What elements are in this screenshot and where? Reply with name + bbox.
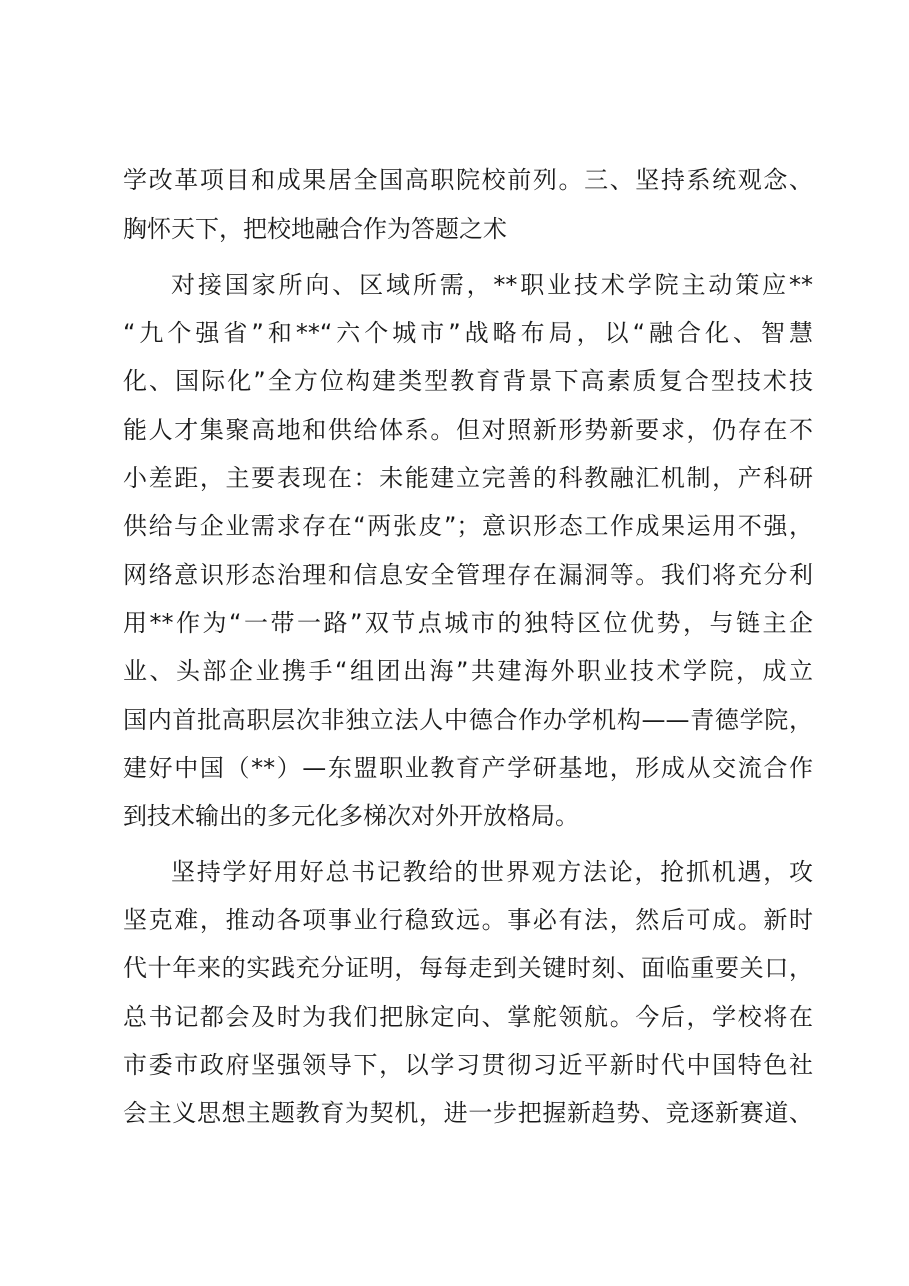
text-line: 国内首批高职层次非独立法人中德合作办学机构——青德学院，: [123, 706, 813, 734]
text-line: 用**作为“一带一路”双节点城市的独特区位优势，与链主企: [123, 609, 813, 637]
paragraph-start-line: 对接国家所向、区域所需，**职业技术学院主动策应**: [171, 271, 813, 299]
text-line: 小差距，主要表现在：未能建立完善的科教融汇机制，产科研: [123, 464, 813, 492]
text-line: 化、国际化”全方位构建类型教育背景下高素质复合型技术技: [123, 367, 813, 395]
paragraph-start-line: 坚持学好用好总书记教给的世界观方法论，抢抓机遇，攻: [171, 858, 813, 886]
text-line: 供给与企业需求存在“两张皮”；意识形态工作成果运用不强，: [123, 512, 813, 540]
text-line: 坚克难，推动各项事业行稳致远。事必有法，然后可成。新时: [123, 906, 813, 934]
text-line: 胸怀天下，把校地融合作为答题之术: [123, 215, 507, 243]
text-line: 代十年来的实践充分证明，每每走到关键时刻、面临重要关口，: [123, 954, 813, 982]
text-line: 会主义思想主题教育为契机，进一步把握新趋势、竞逐新赛道、: [123, 1099, 813, 1127]
text-line: 学改革项目和成果居全国高职院校前列。三、坚持系统观念、: [123, 166, 813, 194]
text-line: 能人才集聚高地和供给体系。但对照新形势新要求，仍存在不: [123, 416, 813, 444]
text-line: 业、头部企业携手“组团出海”共建海外职业技术学院，成立: [123, 657, 813, 685]
text-line: 市委市政府坚强领导下，以学习贯彻习近平新时代中国特色社: [123, 1051, 813, 1079]
text-line: 总书记都会及时为我们把脉定向、掌舵领航。今后，学校将在: [123, 1003, 813, 1031]
text-line: 网络意识形态治理和信息安全管理存在漏洞等。我们将充分利: [123, 561, 813, 589]
text-line: 建好中国（**）—东盟职业教育产学研基地，形成从交流合作: [123, 754, 813, 782]
text-line: 到技术输出的多元化多梯次对外开放格局。: [123, 802, 579, 830]
text-line: “九个强省”和**“六个城市”战略布局，以“融合化、智慧: [123, 319, 813, 347]
